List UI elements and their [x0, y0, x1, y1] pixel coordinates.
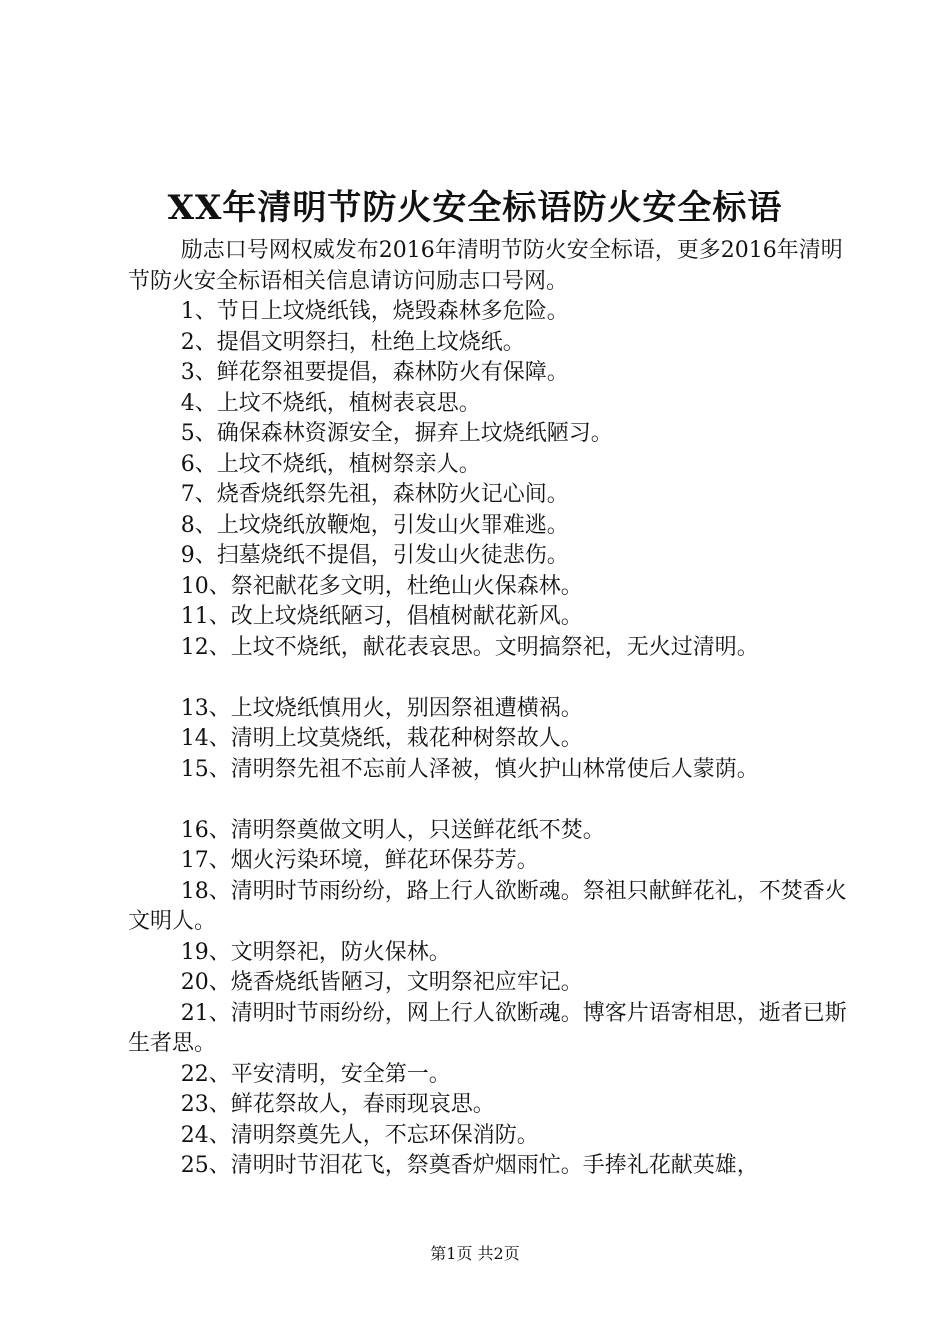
list-item: 18、清明时节雨纷纷，路上行人欲断魂。祭祖只献鲜花礼，不焚香火文明人。	[128, 878, 847, 934]
list-item: 23、鲜花祭故人，春雨现哀思。	[180, 1092, 495, 1117]
list-item: 17、烟火污染环境，鲜花环保芬芳。	[180, 848, 539, 873]
page-number-footer: 第1页 共2页	[430, 1244, 520, 1263]
list-item: 15、清明祭先祖不忘前人泽被，慎火护山林常使后人蒙荫。	[180, 756, 759, 782]
list-item: 21、清明时节雨纷纷，网上行人欲断魂。博客片语寄相思，逝者已斯生者思。	[128, 1000, 847, 1056]
list-item: 25、清明时节泪花飞，祭奠香炉烟雨忙。手捧礼花献英雄，	[180, 1153, 759, 1178]
list-item: 8、上坟烧纸放鞭炮，引发山火罪难逃。	[180, 512, 569, 538]
list-item: 19、文明祭祀，防火保林。	[180, 939, 451, 965]
list-item: 6、上坟不烧纸，植树祭亲人。	[180, 451, 481, 477]
list-item: 1、节日上坟烧纸钱，烧毁森林多危险。	[180, 299, 569, 324]
list-item: 4、上坟不烧纸，植树表哀思。	[180, 390, 481, 416]
list-item: 9、扫墓烧纸不提倡，引发山火徒悲伤。	[180, 543, 569, 568]
list-item: 20、烧香烧纸皆陋习，文明祭祀应牢记。	[180, 970, 583, 995]
list-item: 22、平安清明，安全第一。	[180, 1061, 451, 1087]
list-item: 11、改上坟烧纸陋习，倡植树献花新风。	[180, 604, 583, 629]
list-item: 24、清明祭奠先人，不忘环保消防。	[180, 1122, 539, 1148]
list-item: 2、提倡文明祭扫，杜绝上坟烧纸。	[180, 329, 525, 355]
list-item: 7、烧香烧纸祭先祖，森林防火记心间。	[180, 482, 569, 507]
list-item: 12、上坟不烧纸，献花表哀思。文明搞祭祀，无火过清明。	[180, 634, 759, 660]
list-item: 14、清明上坟莫烧纸，栽花种树祭故人。	[180, 726, 583, 751]
list-item: 3、鲜花祭祖要提倡，森林防火有保障。	[180, 360, 569, 385]
intro-paragraph: 励志口号网权威发布2016年清明节防火安全标语，更多2016年清明节防火安全标语相关信息请访问励志口号网。	[128, 238, 843, 294]
list-item: 5、确保森林资源安全，摒弃上坟烧纸陋习。	[180, 421, 613, 446]
list-item: 13、上坟烧纸慎用火，别因祭祖遭横祸。	[180, 695, 583, 721]
list-item: 10、祭祀献花多文明，杜绝山火保森林。	[180, 573, 583, 599]
document-title: XX年清明节防火安全标语防火安全标语	[167, 188, 783, 228]
list-item: 16、清明祭奠做文明人，只送鲜花纸不焚。	[180, 817, 605, 843]
document-body	[128, 236, 848, 1182]
